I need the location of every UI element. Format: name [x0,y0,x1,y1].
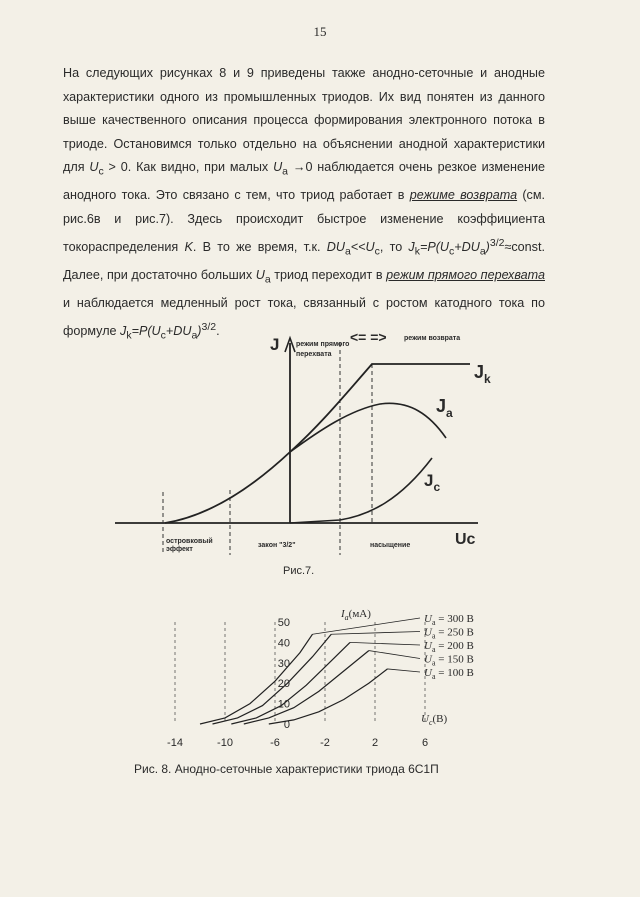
fig7-region-saturation: насыщение [370,542,411,549]
fig8-x-tick: -14 [167,737,183,749]
page-number: 15 [313,24,327,39]
fig8-y-tick: 10 [277,698,290,711]
fig8-y-tick: 20 [277,678,290,691]
fig8-x-tick: -2 [320,737,330,749]
figure-8-caption: Рис. 8. Анодно-сеточные характеристики триода 6С1П [134,762,439,776]
fig8-leader-line [350,642,420,645]
fig7-caption: Рис.7. [283,565,315,577]
fig8-series-line [200,634,313,724]
fig8-leader-line [369,651,420,659]
fig8-series-label: $U_a = 250$ В [424,626,474,641]
fig7-label-jc: $J_c$ [424,471,441,494]
term-direct-intercept: режим прямого перехвата [386,267,545,282]
fig7-region-law: закон "3/2" [258,542,296,549]
fig8-x-axis-label: $U_c(В)$ [421,713,448,727]
term-return-mode: режиме возврата [409,188,518,203]
fig8-x-tick: -10 [217,737,233,749]
fig7-mode-direct-2: перехвата [296,351,332,358]
fig8-leader-line [331,632,420,635]
fig8-y-axis-label: $I_a(мА)$ [341,608,371,622]
fig8-y-tick: 40 [277,637,290,650]
fig8-x-tick: 2 [371,737,379,749]
fig7-region-island-2: эффект [166,546,193,553]
fig7-mode-return: режим возврата [404,335,461,342]
fig8-y-tick: 0 [283,719,290,731]
fig8-series-label: $U_a = 150$ В [424,653,474,668]
fig7-arrows: <= => [350,329,387,345]
fig8-x-tick: -6 [270,737,280,749]
fig7-label-jk: $J_k$ [474,362,491,386]
fig8-series-line [269,669,388,724]
fig7-y-label: J [270,335,280,354]
fig7-mode-direct-1: режим прямого [296,341,350,348]
fig8-series-label: $U_a = 200$ В [424,640,474,654]
fig8-series-label: $U_a = 300$ В [424,613,474,627]
fig8-series-line [244,651,369,724]
fig8-y-tick: 50 [277,617,290,629]
body-paragraph: На следующих рисунках 8 и 9 приведены также анодно-сеточные и анодные характеристики одного из промышленных триодов. Их вид понятен из данного выше качественного описания процесса формирования электронного потока в триоде. Остановимся только отдельно на объяснении анодной характеристики для $U_c > 0$. Как видно, при малых $U_a \to 0$ наблюдается очень резкое изменение анодного тока. Это связано с тем, что триод работает в режиме возврата (см. рис.6в и рис.7). Здесь происходит быстрое изменение коэффициента токораспределения K. В то же время, т.к. $DU_a<<U_c$, то $J_k=P(U_c+DU_a)^{3/2}\approx const$. Далее, при достаточно больших $U_a$ триод переходит в режим прямого перехвата и наблюдается медленный рост тока, связанный с ростом катодного тока по формуле $J_k=P(U_c+DU_a)^{3/2}$. [63,66,546,342]
fig8-y-tick: 30 [277,657,290,670]
fig7-x-label: Uc [455,531,476,548]
fig8-x-tick: 6 [421,737,429,749]
fig7-label-ja: $J_a$ [436,396,453,420]
fig8-leader-line [388,669,421,672]
fig8-series-label: $U_a = 100$ В [424,667,474,681]
fig7-region-island-1: островковый [166,538,213,545]
